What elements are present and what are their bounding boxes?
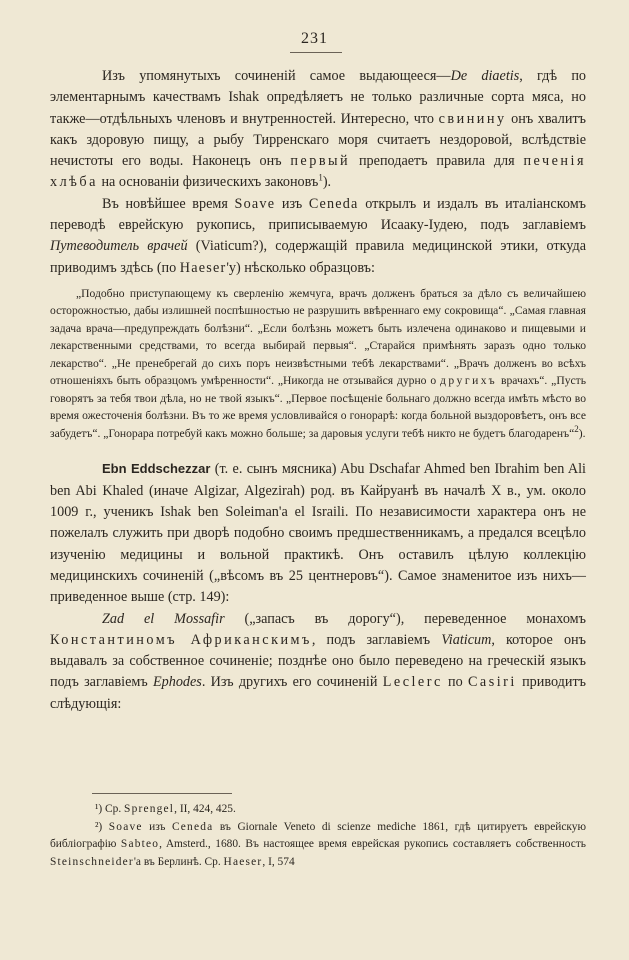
text-run: ). — [322, 174, 332, 191]
text-run: на основаніи физическихъ законовъ — [97, 174, 319, 191]
text-run: , которое онъ выдавалъ за собственное сочиненіе; позднѣе оно было переведено на греческій языкъ подъ заглавіемъ — [50, 631, 586, 691]
paragraph-soave — [50, 194, 586, 279]
text-run: ). — [578, 426, 586, 440]
spaced-name: Константиномъ Африканскимъ — [50, 631, 312, 648]
quotation-block — [50, 285, 586, 443]
heading-name: Ebn Eddschezzar — [102, 461, 211, 477]
text-run: („запасъ въ дорогу“), переведенное монахомъ — [224, 610, 586, 627]
footnote-marker: 2 — [574, 424, 579, 435]
spaced-name: Leclerc — [382, 674, 443, 691]
text-run: Въ новѣйшее время — [102, 195, 235, 212]
title-ephodes: Ephodes — [152, 674, 202, 691]
text-run: открылъ и издалъ въ италіанскомъ переводѣ еврейскую рукопись, приписываемую Исааку-Іудею, подъ заглавіемъ — [50, 195, 587, 234]
footnote-2 — [50, 819, 586, 872]
spaced-word: печенія хлѣба — [50, 153, 586, 191]
title-viaticum: Viaticum — [441, 631, 492, 648]
text-run: приводитъ слѣдующія: — [50, 674, 587, 712]
spaced-name: Steinschneider — [50, 855, 134, 868]
spaced-word: свинину — [438, 110, 507, 127]
spaced-name: Ceneda — [308, 195, 359, 212]
text-run: по — [442, 674, 468, 691]
paragraph-zad-el-mossafir — [50, 609, 586, 715]
text-run: , I, 574 — [262, 855, 295, 868]
text-run: ¹) Ср. — [95, 803, 125, 815]
text-run: ²) — [95, 820, 109, 833]
text-run: въ Giornale Veneto di scienze mediche 1861, гдѣ цитируетъ еврейскую библіографію — [50, 820, 586, 850]
title-zad-el-mossafir: Zad el Mossafir — [102, 610, 225, 627]
text-run: 'у) нѣсколько образцовъ: — [226, 259, 375, 276]
spaced-name: Haeser — [223, 855, 263, 868]
text-run: преподаетъ правила для — [350, 153, 524, 170]
paragraph-ebn-eddschezzar — [50, 458, 586, 608]
text-run: изъ — [275, 195, 309, 212]
text-run: онъ хвалитъ какъ здоровую пищу, а рыбу Тирренскаго моря считаетъ нездоровой, вслѣдствіе нечистоты его воды. Наконецъ онъ — [50, 110, 587, 170]
title-putevoditel: Путеводитель врачей — [50, 238, 188, 255]
page-number-rule — [290, 52, 342, 53]
text-run: Изъ упомянутыхъ сочиненій самое выдающееся— — [102, 68, 451, 84]
spaced-name: Ceneda — [172, 820, 214, 833]
text-run: , Amsterd., 1680. Въ настоящее время еврейская рукопись составляетъ собственность — [159, 838, 586, 850]
text-run: (т. е. сынъ мясника) Abu Dschafar Ahmed ben Ibrahim ben Ali ben Abi Khaled (иначе Algizar, Algezirah) род. въ Кайруанѣ въ началѣ X в., ум. около 1009 г., ученикъ Ishak ben Soleiman'а el Israili. По независимости характера онъ не пожелалъ служить при дворѣ подобно своимъ предшественникамъ, а предался всецѣло изученію медицины и вольной практикѣ. Онъ оставилъ цѣлую коллекцію медицинскихъ сочиненій („вѣсомъ въ 25 центнеровъ“). Самое знаменитое изъ нихъ—приведенное выше (стр. 149): — [50, 461, 586, 606]
text-run: , II, 424, 425. — [174, 803, 236, 815]
quotation-text — [50, 285, 586, 443]
text-run: , гдѣ по элементарнымъ качествамъ Ishak опредѣляетъ не только различные сорта мяса, но также—отдѣльныхъ членовъ и внутренностей. Интересно, что — [50, 68, 587, 127]
text-run: 'а въ Берлинѣ. Ср. — [133, 855, 224, 868]
footnote-rule — [92, 793, 232, 794]
spaced-name: Soave — [108, 820, 143, 833]
text-run: врачахъ“. „Пусть говорятъ за тебя твои дѣла, но не твой языкъ“. „Первое посѣщеніе больнаго должно всегда имѣть мѣсто во время ожесточенія болѣзни. Въ то же время условливайся о гонорарѣ: когда больной выздоровѣетъ, онъ все забудетъ“. „Гонорара потребуй какъ можно больше; за даровыя услуги тебѣ никто не будетъ благодаренъ“ — [50, 374, 586, 440]
spaced-name: Casiri — [467, 674, 517, 691]
spaced-word: первый — [290, 153, 351, 170]
spaced-name: Haeser — [179, 259, 227, 276]
text-run: . Изъ другихъ его сочиненій — [201, 674, 383, 691]
spaced-name: Sabteo — [120, 838, 160, 850]
text-run: „Подобно приступающему къ сверленію жемчуга, врачъ долженъ браться за дѣло съ величайшею осторожностью, дабы излишней поспѣшностью не разрушить ввѣреннаго ему сокровища“. „Самая главная задача врача—предупреждать болѣзни“. „Если болѣзнь можетъ быть излечена одинаково и пищевыми и лекарственными средствами, то всегда выбирай первыя“. „Старайся примѣнять заразъ одно только лекарство“. „Не пренебрегай до сихъ поръ неизвѣстными тебѣ лекарствами“. „Врачъ долженъ во всѣхъ отношеніяхъ быть образцомъ умѣренности“. „Никогда не отзывайся дурно о — [50, 286, 586, 388]
text-run: изъ — [142, 820, 172, 833]
text-run: , подъ заглавіемъ — [311, 631, 442, 648]
page-content — [50, 66, 586, 715]
text-run: (Viaticum?), содержащій правила медицинской этики, откуда приводимъ здѣсь (по — [50, 238, 586, 276]
spaced-name: Sprengel — [124, 803, 175, 815]
spaced-name: Soave — [234, 195, 276, 212]
footnote-1 — [50, 801, 586, 819]
paragraph-de-diaetis — [50, 66, 586, 194]
footnote-marker: 1 — [318, 172, 323, 183]
footnotes — [50, 801, 586, 871]
spaced-word: другихъ — [439, 374, 498, 388]
title-de-diaetis: De diaetis — [450, 68, 520, 84]
page-number: 231 — [301, 30, 328, 47]
